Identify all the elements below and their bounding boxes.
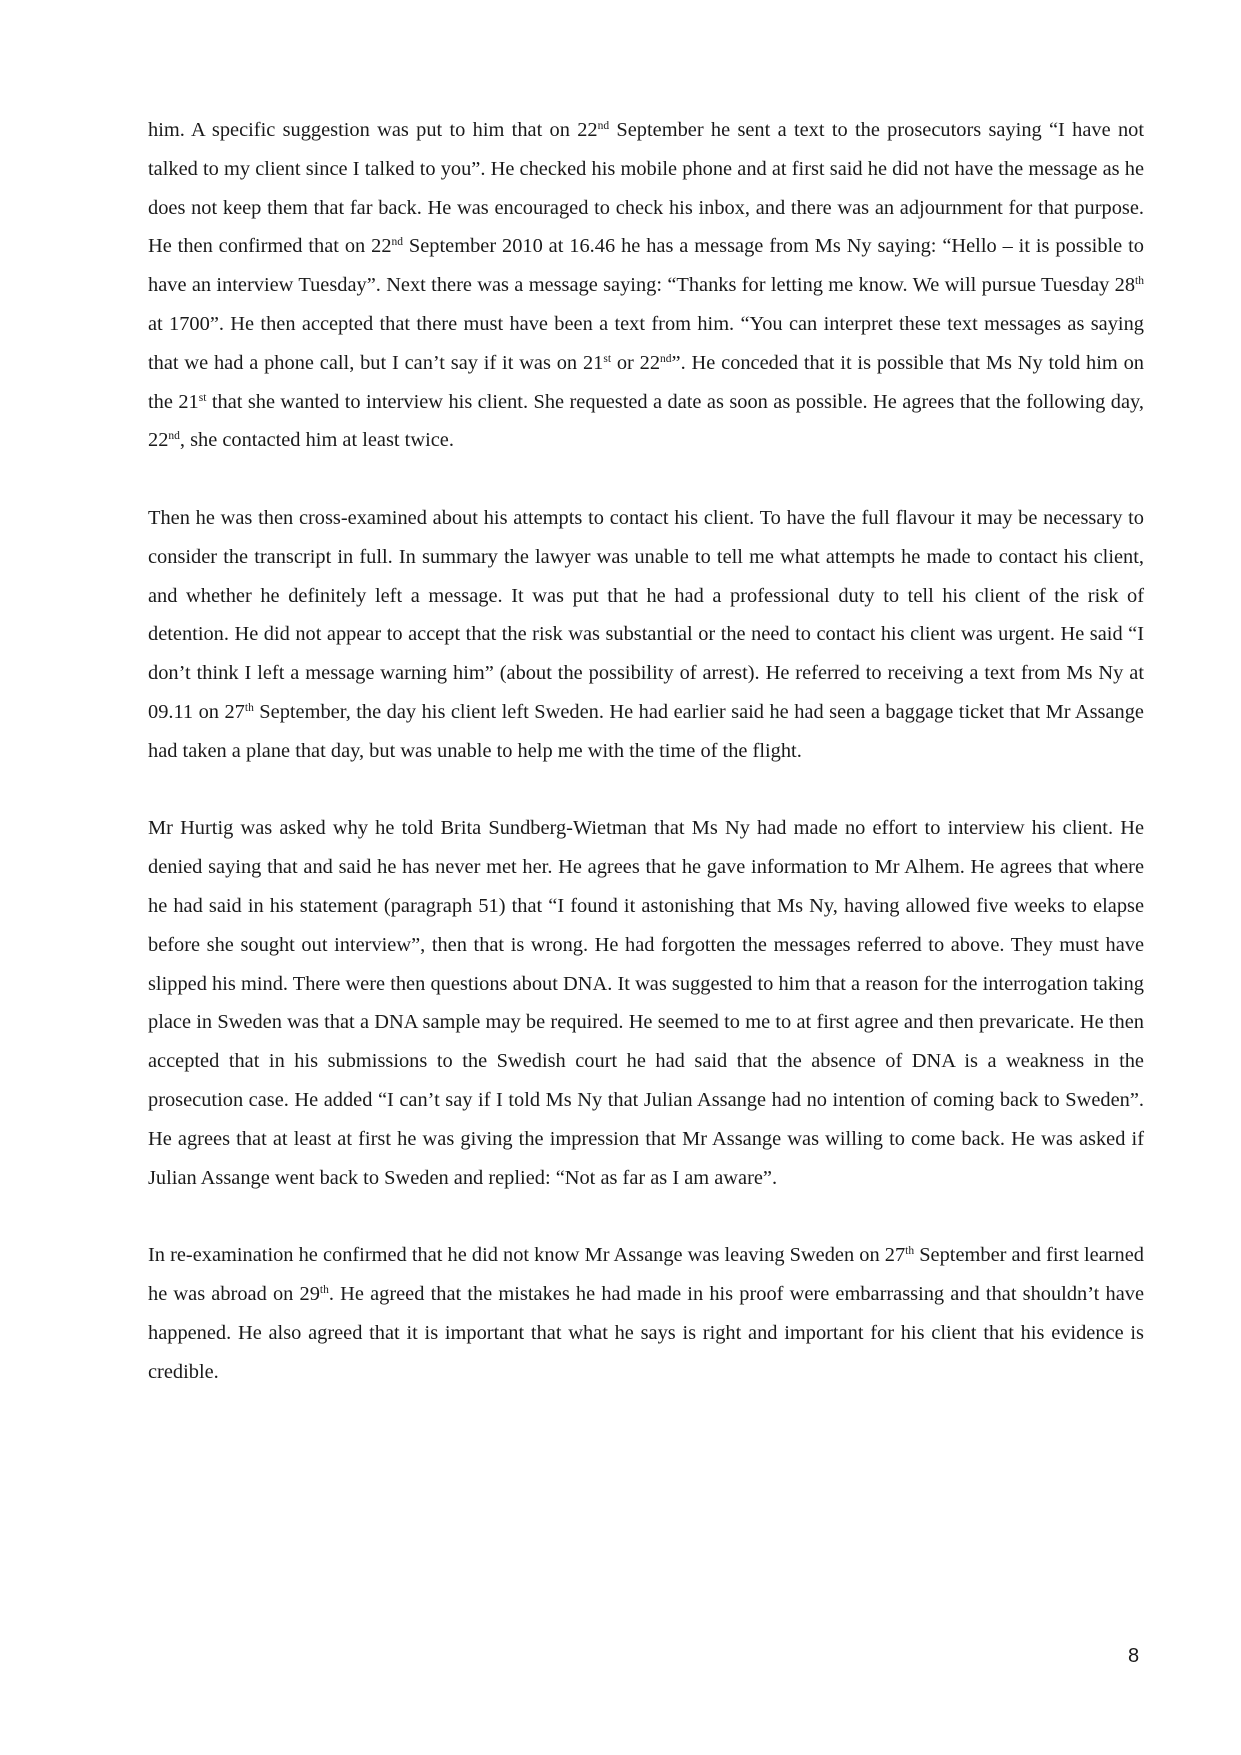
ordinal-superscript: st	[198, 391, 207, 404]
ordinal-superscript: st	[603, 352, 612, 365]
paragraph-text: In re-examination he confirmed that he did not know Mr Assange was leaving Sweden on 27	[148, 1244, 906, 1267]
paragraph	[148, 809, 1144, 1197]
paragraph-text: . He agreed that the mistakes he had made in his proof were embarrassing and that shouldn’t have happened. He also agreed that it is important that what he says is right and important for his client that his evidence is credible.	[148, 1282, 1144, 1383]
paragraph-text: him. A specific suggestion was put to him that on 22	[148, 119, 598, 141]
document-body	[148, 111, 1144, 1430]
paragraph-text: that she wanted to interview his client. She requested a date as soon as possible. He agrees that the following day, 22	[148, 390, 1144, 452]
ordinal-superscript: nd	[168, 430, 180, 443]
paragraph-text: or 22	[611, 351, 661, 374]
ordinal-superscript: th	[244, 701, 254, 714]
paragraph-text: September and first learned he was abroad on 29	[148, 1244, 1144, 1305]
ordinal-superscript: th	[1135, 275, 1144, 288]
paragraph-text: September, the day his client left Sweden. He had earlier said he had seen a baggage ticket that Mr Assange had taken a plane that day, but was unable to help me with the time of the flight.	[148, 700, 1144, 762]
paragraph	[148, 499, 1144, 771]
paragraph	[148, 111, 1144, 460]
page-number: 8	[1128, 1645, 1140, 1667]
paragraph-text: , she contacted him at least twice.	[179, 429, 454, 452]
paragraph-text: Mr Hurtig was asked why he told Brita Sundberg-Wietman that Ms Ny had made no effort to interview his client. He denied saying that and said he has never met her. He agrees that he gave information to Mr Alhem. He agrees that where he had said in his statement (paragraph 51) that “I found it astonishing that Ms Ny, having allowed five weeks to elapse before she sought out interview”, then that is wrong. He had forgotten the messages referred to above. They must have slipped his mind. There were then questions about DNA. It was suggested to him that a reason for the interrogation taking place in Sweden was that a DNA sample may be required. He seemed to me to at first agree and then prevaricate. He then accepted that in his submissions to the Swedish court he had said that the absence of DNA is a weakness in the prosecution case. He added “I can’t say if I told Ms Ny that Julian Assange had no intention of coming back to Sweden”. He agrees that at least at first he was giving the impression that Mr Assange was willing to come back. He was asked if Julian Assange went back to Sweden and replied: “Not as far as I am aware”.	[148, 817, 1144, 1189]
paragraph-text: at 1700”. He then accepted that there must have been a text from him. “You can interpret these text messages as saying that we had a phone call, but I can’t say if it was on 21	[148, 312, 1144, 374]
ordinal-superscript: nd	[597, 120, 610, 132]
ordinal-superscript: th	[319, 1283, 329, 1296]
ordinal-superscript: nd	[391, 236, 404, 249]
paragraph-text: September 2010 at 16.46 he has a message from Ms Ny saying: “Hello – it is possible to have an interview Tuesday”. Next there was a message saying: “Thanks for letting me know. We will pursue Tuesday 28	[148, 235, 1144, 297]
paragraph-text: ”. He conceded that it is possible that Ms Ny told him on the 21	[148, 351, 1144, 413]
paragraph-text: September he sent a text to the prosecutors saying “I have not talked to my client since I talked to you”. He checked his mobile phone and at first said he did not have the message as he does not keep them that far back. He was encouraged to check his inbox, and there was an adjournment for that purpose. He then confirmed that on 22	[148, 119, 1144, 258]
ordinal-superscript: th	[905, 1245, 915, 1258]
paragraph-text: Then he was then cross-examined about his attempts to contact his client. To have the full flavour it may be necessary to consider the transcript in full. In summary the lawyer was unable to tell me what attempts he made to contact his client, and whether he definitely left a message. It was put that he had a professional duty to tell his client of the risk of detention. He did not appear to accept that the risk was substantial or the need to contact his client was urgent. He said “I don’t think I left a message warning him” (about the possibility of arrest). He referred to receiving a text from Ms Ny at 09.11 on 27	[148, 506, 1144, 723]
paragraph	[148, 1236, 1144, 1391]
ordinal-superscript: nd	[660, 352, 672, 365]
